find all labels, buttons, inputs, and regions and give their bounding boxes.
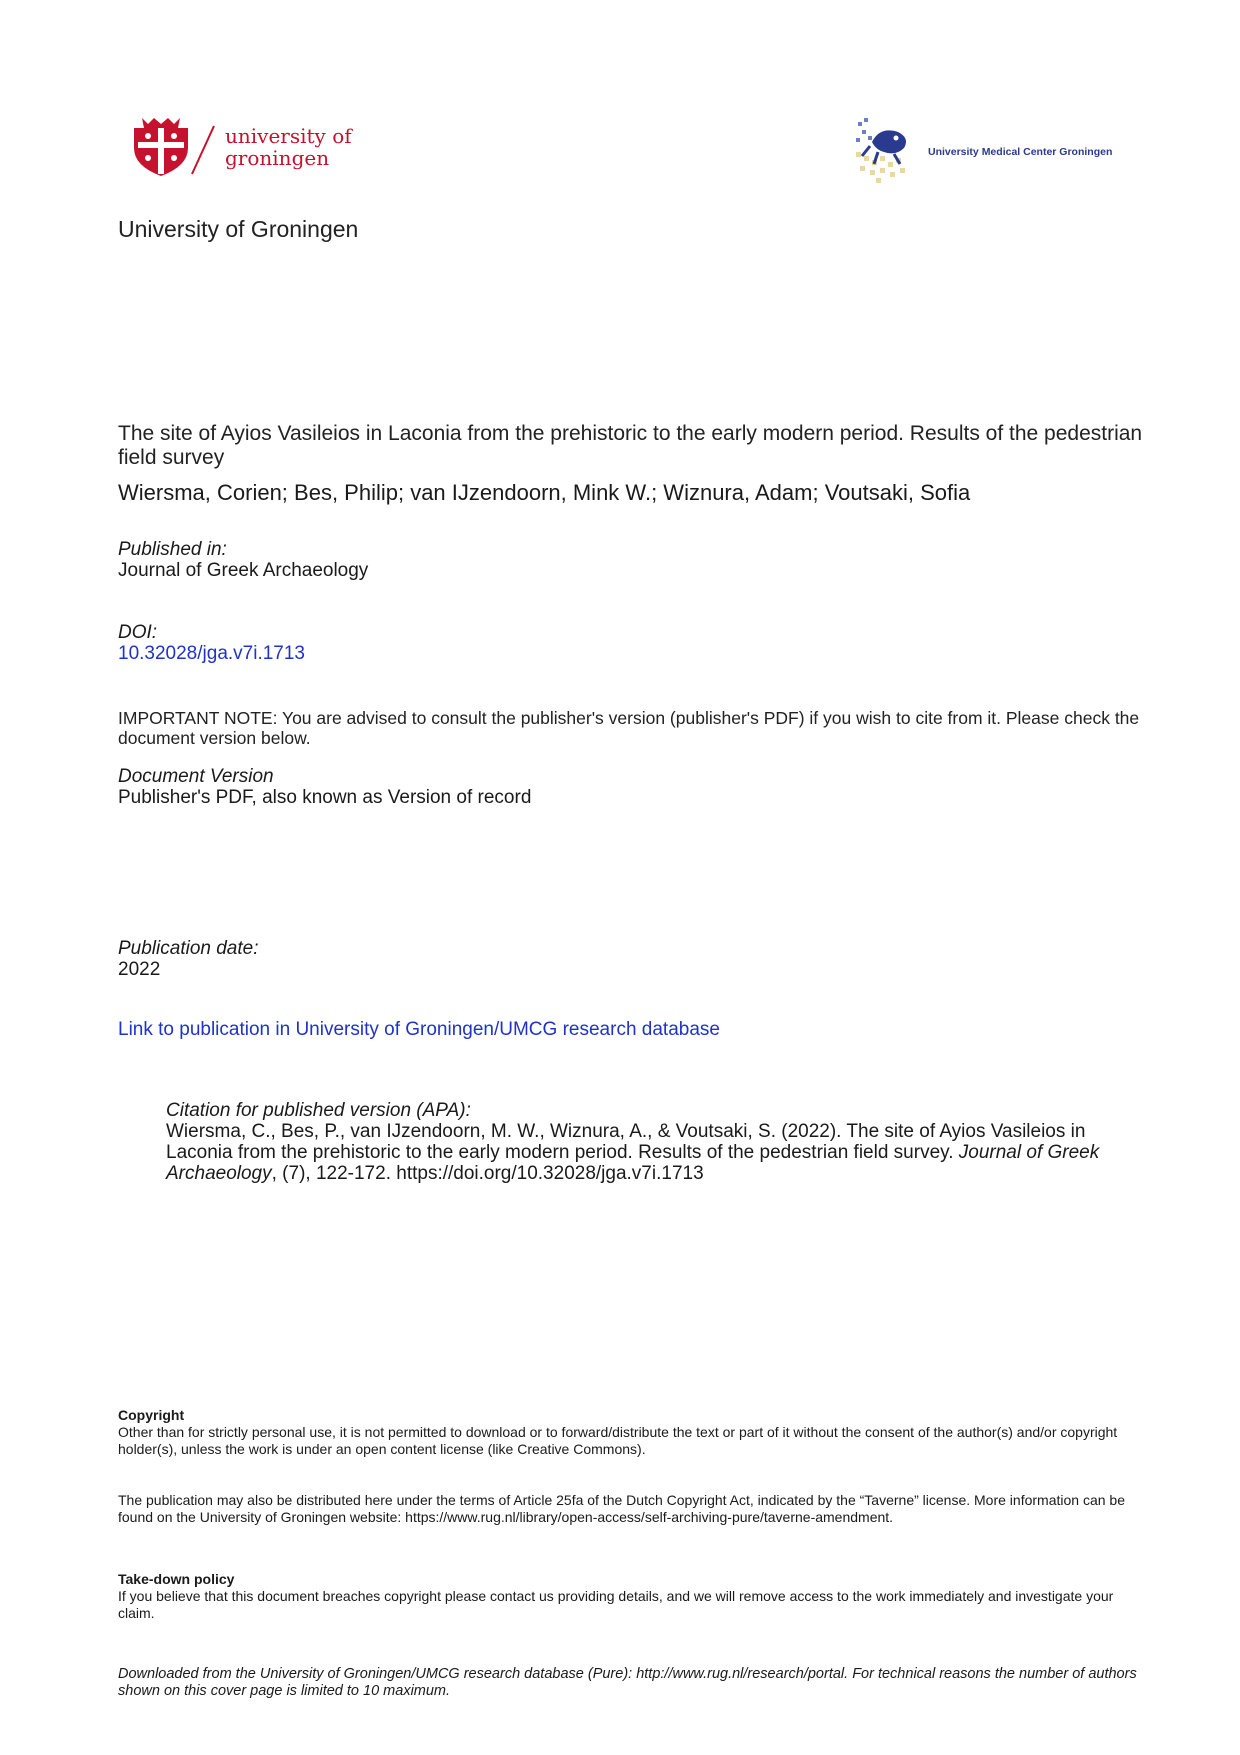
citation-main: Wiersma, C., Bes, P., van IJzendoorn, M. W., Wiznura, A., & Voutsaki, S. (2022). The site of Ayios Vasileios in Laconia from the prehistoric to the early modern period. Results of the pedestrian field survey. xyxy=(166,1121,1086,1163)
published-in-label: Published in: xyxy=(118,539,227,560)
slash-divider-icon xyxy=(188,118,218,178)
doi-link[interactable]: 10.32028/jga.v7i.1713 xyxy=(118,643,305,664)
document-version-value: Publisher's PDF, also known as Version of record xyxy=(118,787,532,808)
publication-date-value: 2022 xyxy=(118,959,161,980)
institution-name: University of Groningen xyxy=(118,216,359,242)
umcg-emblem-icon xyxy=(850,112,922,190)
taverne-text: The publication may also be distributed here under the terms of Article 25fa of the Dutch Copyright Act, indicated by the “Taverne” license. More information can be found on the University of Groningen website: https://www.rug.nl/library/open-access/self-archiving-pure/taverne-amendment. xyxy=(118,1492,1125,1525)
rug-logo xyxy=(128,114,368,184)
takedown-text: If you believe that this document breaches copyright please contact us providing details, and we will remove access to the work immediately and investigate your claim. xyxy=(118,1588,1114,1621)
published-in-value: Journal of Greek Archaeology xyxy=(118,560,369,581)
rug-logo-text: university of groningen xyxy=(225,124,352,170)
takedown-heading: Take-down policy xyxy=(118,1571,235,1587)
important-note: IMPORTANT NOTE: You are advised to consult the publisher's version (publisher's PDF) if you wish to cite from it. Please check the document version below. xyxy=(118,708,1140,748)
copyright-text: Other than for strictly personal use, it is not permitted to download or to forward/distribute the text or part of it without the consent of the author(s) and/or copyright holder(s), unless the work is under an open content license (like Creative Commons). xyxy=(118,1424,1118,1457)
publication-date-label: Publication date: xyxy=(118,938,259,959)
download-footer: Downloaded from the University of Groningen/UMCG research database (Pure): http://www.rug.nl/research/portal. For technical reasons the number of authors shown on this cover page is limited to 10 maximum. xyxy=(118,1666,1137,1699)
citation-details: , (7), 122-172. https://doi.org/10.32028/jga.v7i.1713 xyxy=(271,1163,704,1184)
database-link[interactable]: Link to publication in University of Groningen/UMCG research database xyxy=(118,1019,720,1040)
citation-text xyxy=(166,1121,1156,1184)
document-version-label: Document Version xyxy=(118,766,274,787)
citation-label: Citation for published version (APA): xyxy=(166,1100,471,1121)
doi-label: DOI: xyxy=(118,622,158,643)
document-title: The site of Ayios Vasileios in Laconia from the prehistoric to the early modern period. Results of the pedestrian field survey xyxy=(118,422,1143,469)
umcg-logo xyxy=(850,112,1130,190)
copyright-heading: Copyright xyxy=(118,1407,185,1423)
citation-journal: Journal of Greek Archaeology xyxy=(166,1142,1100,1184)
authors: Wiersma, Corien; Bes, Philip; van IJzendoorn, Mink W.; Wiznura, Adam; Voutsaki, Sofia xyxy=(118,480,971,505)
umcg-logo-text: University Medical Center Groningen xyxy=(928,146,1113,158)
